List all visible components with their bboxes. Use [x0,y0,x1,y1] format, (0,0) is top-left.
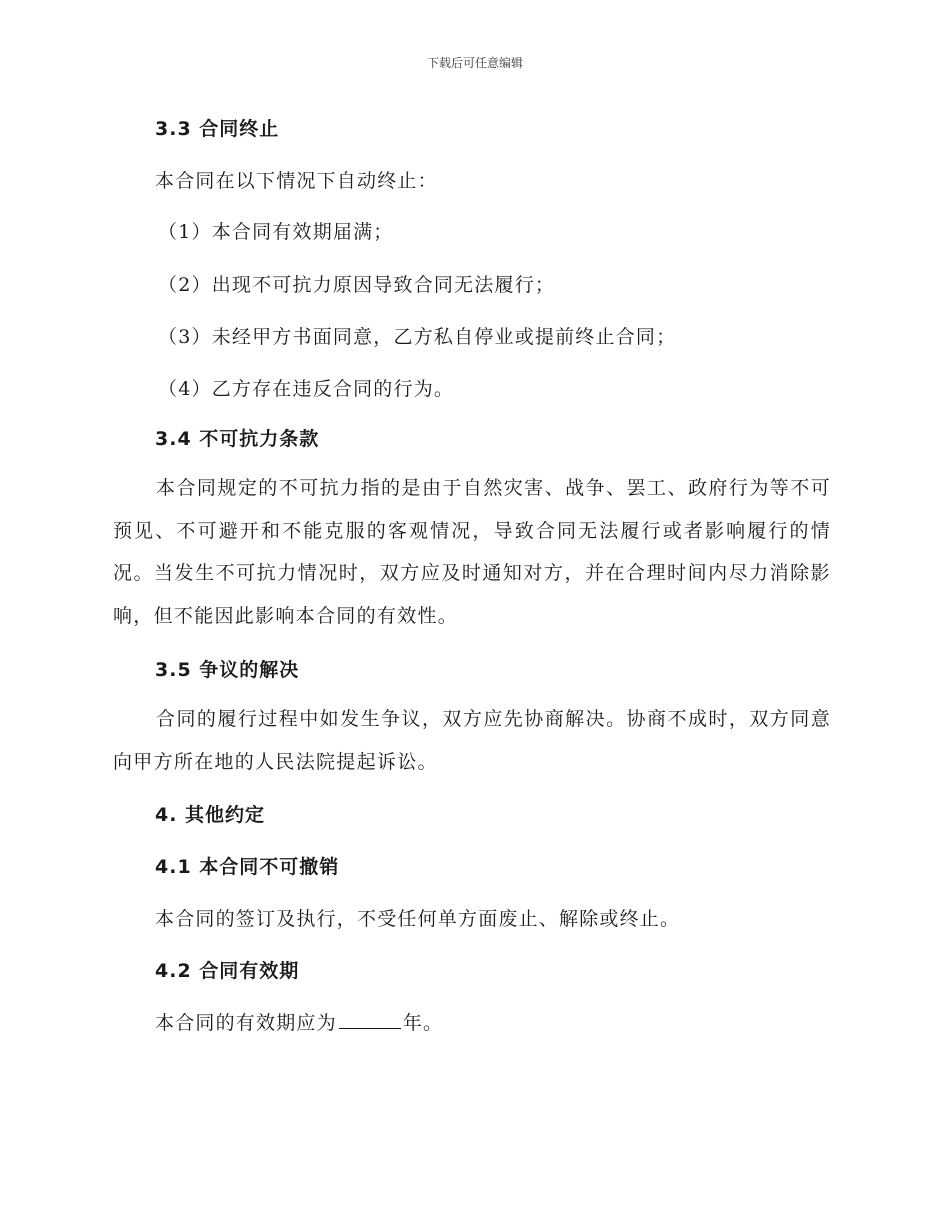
section-4-2-heading: 4.2 合同有效期 [155,960,300,982]
section-3-5-body: 合同的履行过程中如发生争议，双方应先协商解决。协商不成时，双方同意向甲方所在地的人民法院提起诉讼。 [113,708,831,773]
list-item: （2）出现不可抗力原因导致合同无法履行； [158,274,556,296]
section-4-2-body [155,1008,443,1035]
section-4-1-body: 本合同的签订及执行，不受任何单方面废止、解除或终止。 [155,908,681,930]
validity-years-blank [339,1011,401,1029]
section-3-3-intro: 本合同在以下情况下自动终止： [155,170,438,192]
section-3-3-heading: 3.3 合同终止 [155,118,280,140]
section-4-heading: 4. 其他约定 [155,804,266,826]
validity-text-before: 本合同的有效期应为 [155,1012,337,1034]
section-3-4-heading: 3.4 不可抗力条款 [155,428,320,450]
list-item: （3）未经甲方书面同意，乙方私自停业或提前终止合同； [158,326,677,348]
section-3-5-heading: 3.5 争议的解决 [155,659,300,681]
validity-text-after: 年。 [402,1012,444,1034]
list-item: （1）本合同有效期届满； [158,221,394,243]
page-header: 下载后可任意编辑 [426,56,523,70]
section-4-1-heading: 4.1 本合同不可撤销 [155,856,340,878]
list-item: （4）乙方存在违反合同的行为。 [158,378,455,400]
section-3-4-body: 本合同规定的不可抗力指的是由于自然灾害、战争、罢工、政府行为等不可预见、不可避开和不能克服的客观情况，导致合同无法履行或者影响履行的情况。当发生不可抗力情况时，双方应及时通知对方，并在合理时间内尽力消除影响，但不能因此影响本合同的有效性。 [113,477,831,627]
